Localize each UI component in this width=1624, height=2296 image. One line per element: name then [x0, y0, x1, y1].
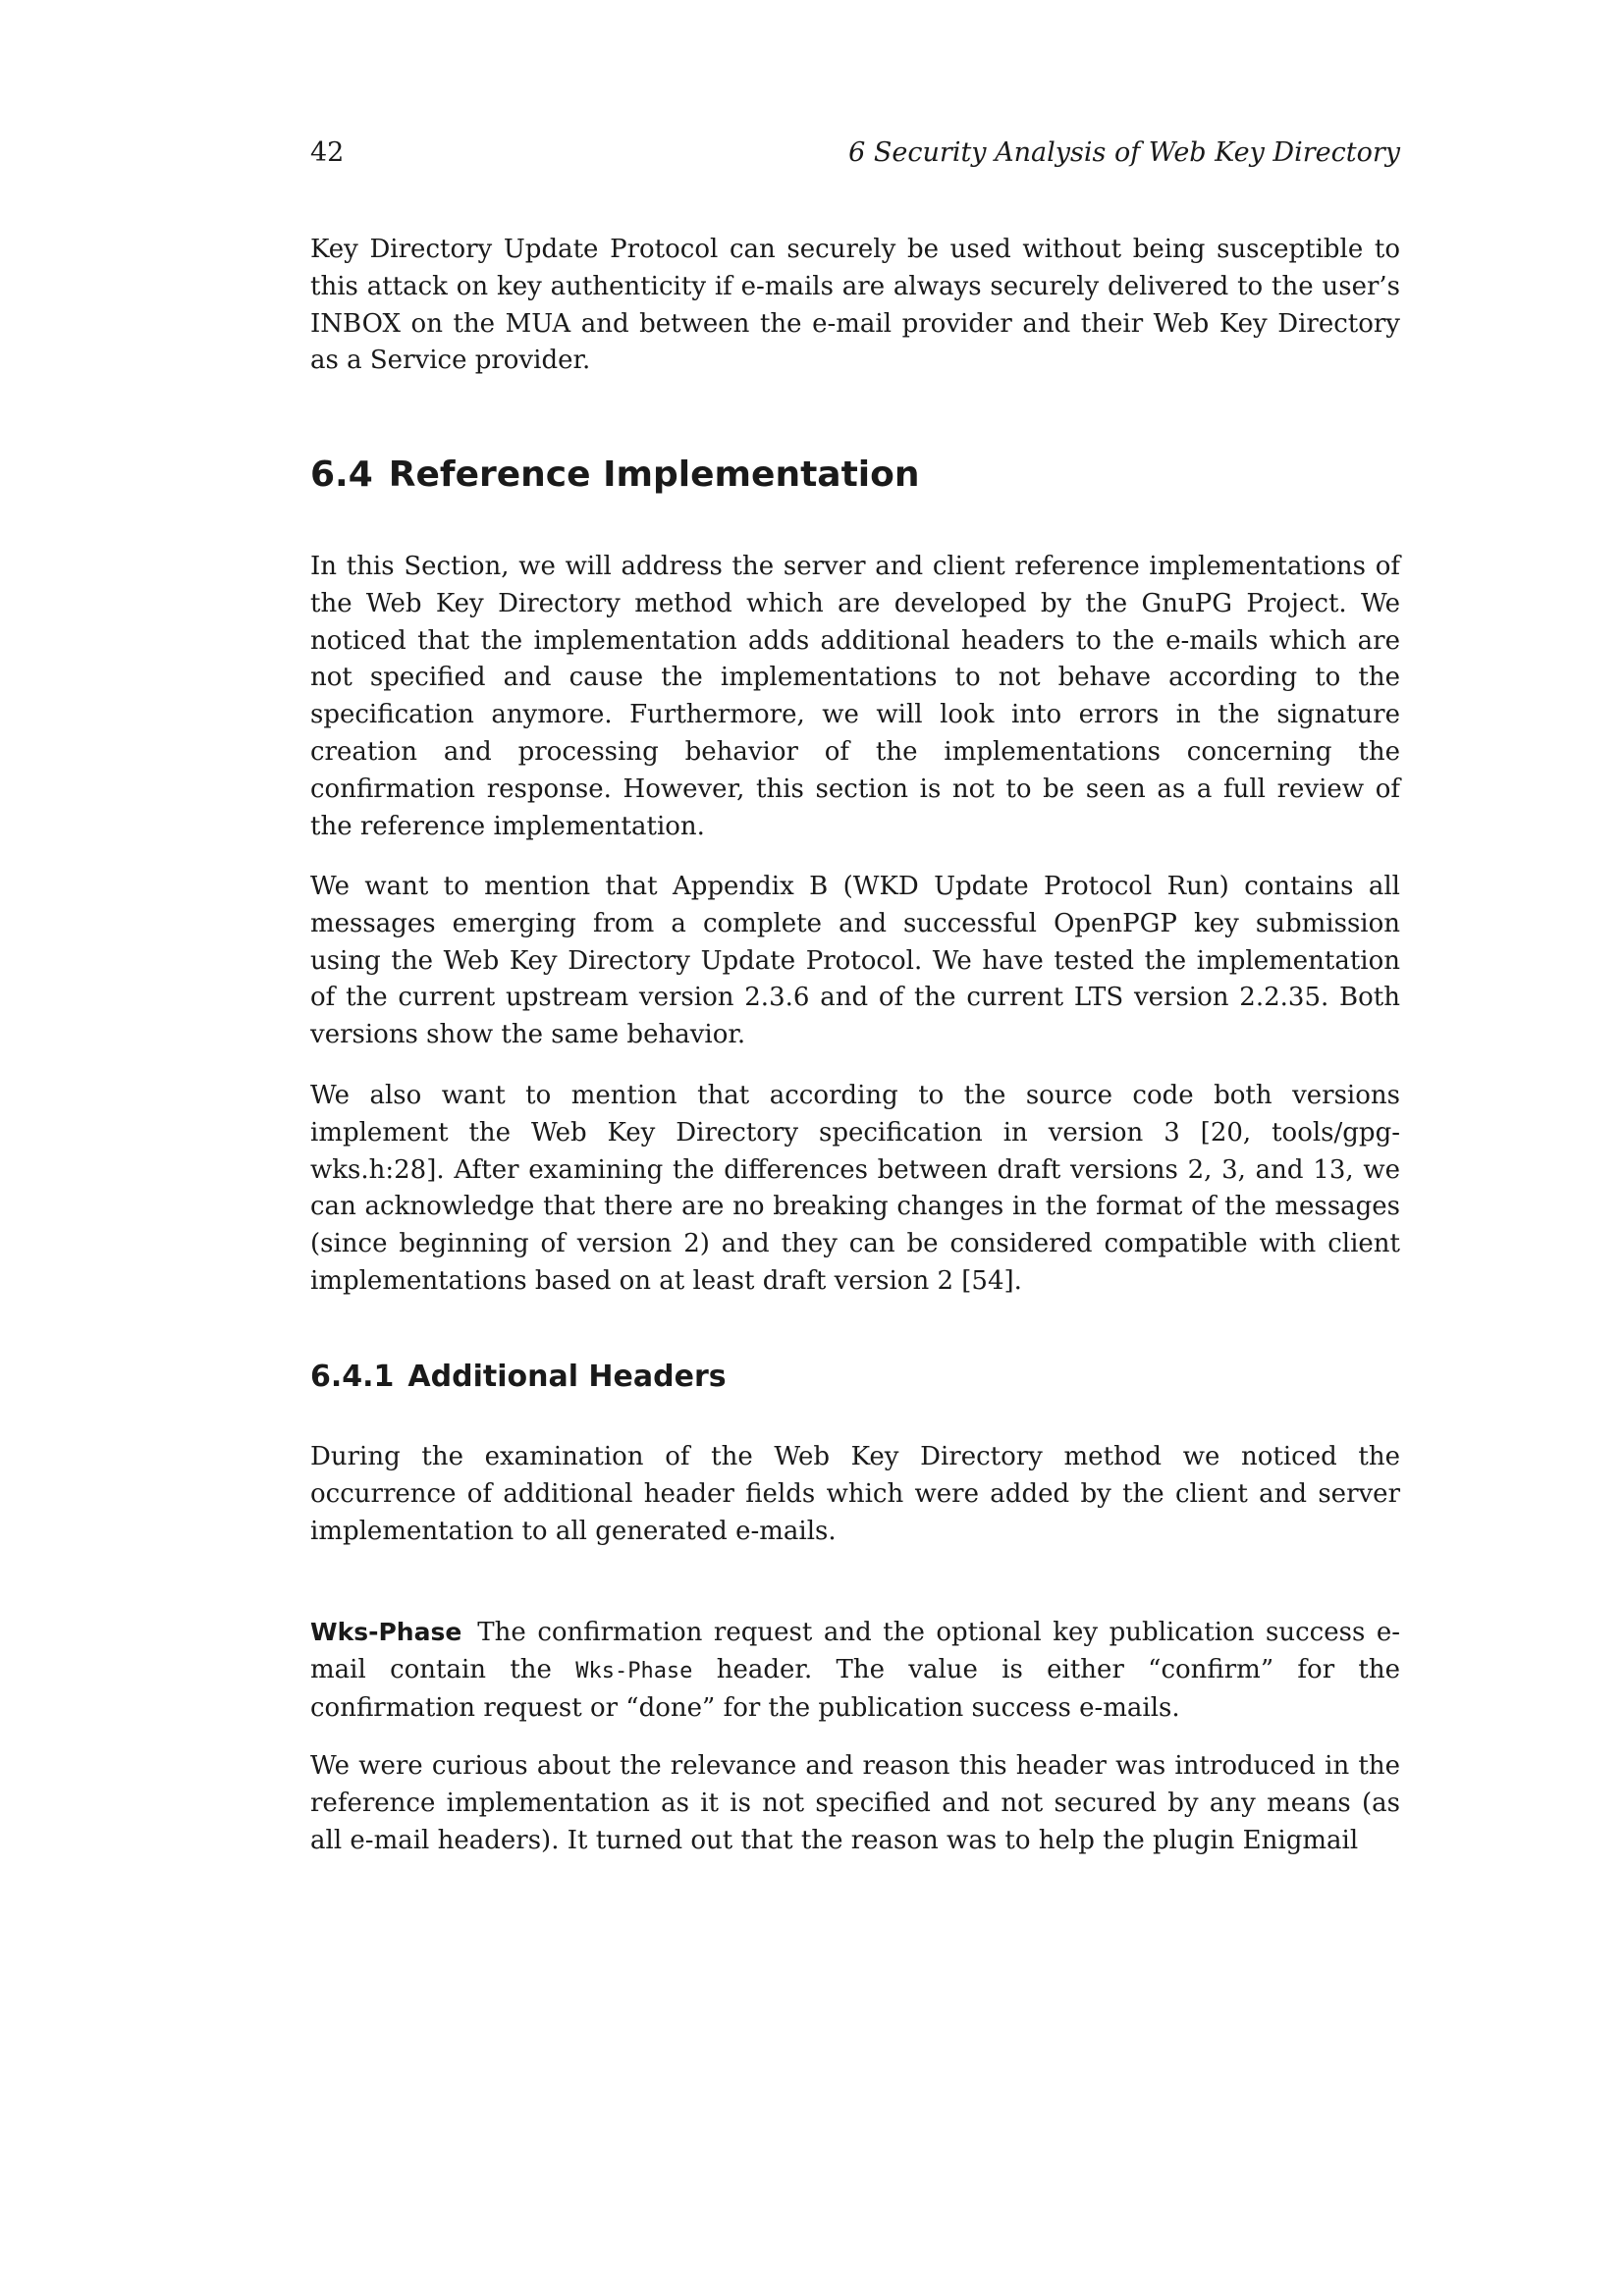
page-number: 42 — [310, 137, 345, 168]
section-paragraph-1: In this Section, we will address the server and client reference implementations of the Web Key Directory method which are developed by the GnuPG Project. We noticed that the implementation adds additional headers to the e-mails which are not specified and cause the implementations to not behave according to the specification anymore. Furthermore, we will look into errors in the signature creation and processing behavior of the implementations concerning the confirmation response. However, this section is not to be seen as a full review of the reference implementation. — [310, 552, 1400, 841]
chapter-title: 6 Security Analysis of Web Key Directory — [848, 137, 1400, 168]
wks-phase-paragraph — [310, 1614, 1400, 1727]
subsection-number: 6.4.1 — [310, 1360, 395, 1394]
section-heading — [310, 452, 1400, 499]
subsection-heading — [310, 1357, 1400, 1398]
intro-paragraph: Key Directory Update Protocol can securely be used without being susceptible to this attack on key authenticity if e-mails are always securely delivered to the user’s INBOX on the MUA and between the e-mail provider and their Web Key Directory as a Service provider. — [310, 235, 1400, 376]
intro-paragraph-block — [310, 232, 1400, 380]
section-paragraph-2: We want to mention that Appendix B (WKD Update Protocol Run) contains all messages emerging from a complete and successful OpenPGP key submission using the Web Key Directory Update Protocol. We have tested the implementation of the current upstream version 2.3.6 and of the current LTS version 2.2.35. Both versions show the same behavior. — [310, 872, 1400, 1050]
wks-phase-text-after: header. The value is either “confirm” for the confirmation request or “done” for the publication success e-mails. — [310, 1654, 1400, 1723]
wks-phase-heading: Wks-Phase — [310, 1618, 462, 1646]
section-title: Reference Implementation — [388, 454, 920, 495]
section-paragraph-3: We also want to mention that according to the source code both versions implement the Web Key Directory specification in version 3 [20, tools/gpg-wks.h:28]. After examining the differences between draft versions 2, 3, and 13, we can acknowledge that there are no breaking changes in the format of the messages (since beginning of version 2) and they can be considered compatible with client implementations based on at least draft version 2 [54]. — [310, 1081, 1400, 1296]
section-paragraph-3-block — [310, 1078, 1400, 1301]
subsection-heading-block — [310, 1357, 1400, 1398]
wks-phase-paragraph-block — [310, 1614, 1400, 1727]
subsection-paragraph-block — [310, 1439, 1400, 1550]
subsection-paragraph: During the examination of the Web Key Directory method we noticed the occurrence of additional header fields which were added by the client and server implementation to all generated e-mails. — [310, 1442, 1400, 1546]
wks-phase-code: Wks-Phase — [575, 1658, 693, 1683]
running-head — [310, 133, 1400, 173]
wks-phase-text-before: The confirmation request and the optional key publication success e-mail contain the — [310, 1618, 1400, 1684]
section-paragraph-1-block — [310, 549, 1400, 845]
wks-phase-followup-block — [310, 1748, 1400, 1859]
section-heading-block — [310, 452, 1400, 499]
section-paragraph-2-block — [310, 869, 1400, 1054]
wks-phase-followup: We were curious about the relevance and reason this header was introduced in the reference implementation as it is not specified and not secured by any means (as all e-mail headers). It turned out that the reason was to help the plugin Enigmail — [310, 1751, 1400, 1855]
subsection-title: Additional Headers — [407, 1360, 727, 1394]
section-number: 6.4 — [310, 454, 373, 495]
